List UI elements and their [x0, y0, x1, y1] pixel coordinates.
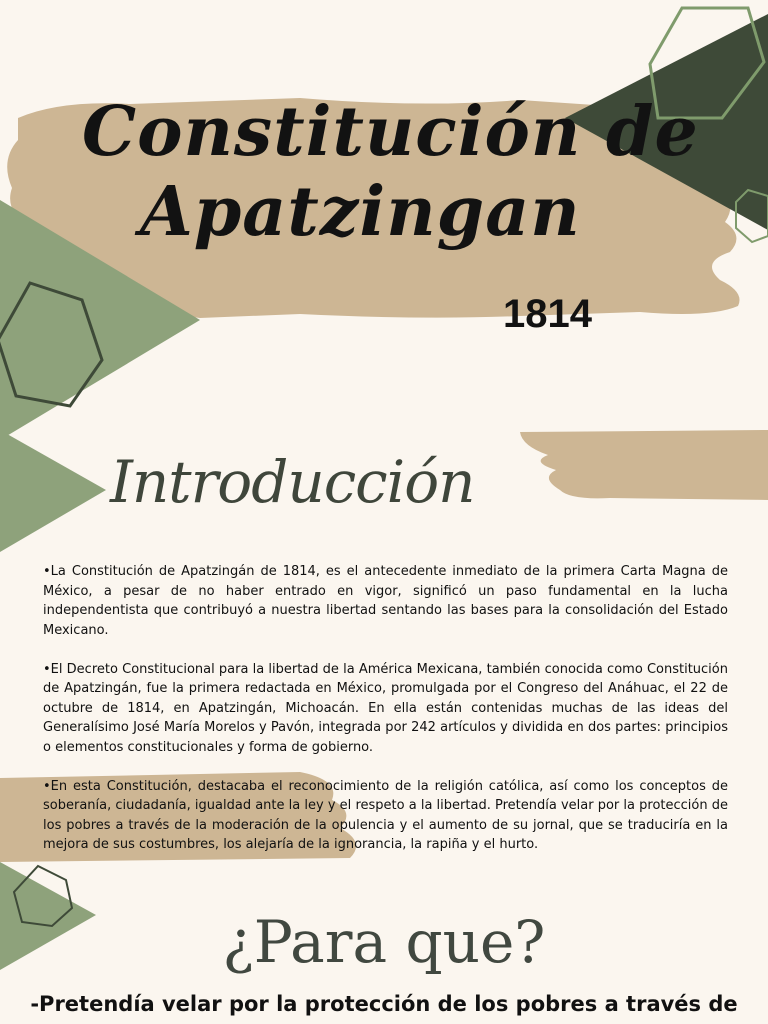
paragraph: •La Constitución de Apatzingán de 1814, es el antecedente inmediato de la primera Carta Magna de México, a pesar de no haber entrado en vigor, significó un paso fundamental en la lucha independentista que contribuyó a nuestra libertad sentando las bases para la consolidación del Estado Mexicano. — [43, 564, 728, 638]
intro-body — [43, 562, 728, 874]
page-title — [40, 92, 700, 252]
title-year: 1814 — [503, 292, 592, 336]
side-brush-stroke — [520, 430, 768, 500]
title-line-2: Apatzingan — [140, 172, 581, 252]
section-heading: ¿Para que? — [222, 908, 546, 976]
intro-heading: Introducción — [110, 448, 475, 516]
paragraph: •El Decreto Constitucional para la libertad de la América Mexicana, también conocida como Constitución de Apatzingán, fue la primera redactada en México, promulgada por el Congreso del Anáhuac, el 22 de octubre de 1814, en Apatzingán, Michoacán. En ella están contenidas muchas de las ideas del Generalísimo José María Morelos y Pavón, integrada por 242 artículos y dividida en dos partes: principios o elementos constitucionales y forma de gobierno. — [43, 661, 728, 755]
title-line-1: Constitución de — [82, 92, 699, 172]
paragraph: •En esta Constitución, destacaba el reconocimiento de la religión católica, así como los conceptos de soberanía, ciudadanía, igualdad ante la ley y el respeto a la libertad. Pretendía velar por la protección de los pobres a través de la moderación de la opulencia y el aumento de su jornal, que se traduciría en la mejora de sus costumbres, los alejaría de la ignorancia, la rapiña y el hurto. — [43, 778, 728, 852]
sage-triangle-middle — [0, 430, 106, 552]
bottom-text: -Pretendía velar por la protección de los pobres a través de — [30, 992, 738, 1016]
